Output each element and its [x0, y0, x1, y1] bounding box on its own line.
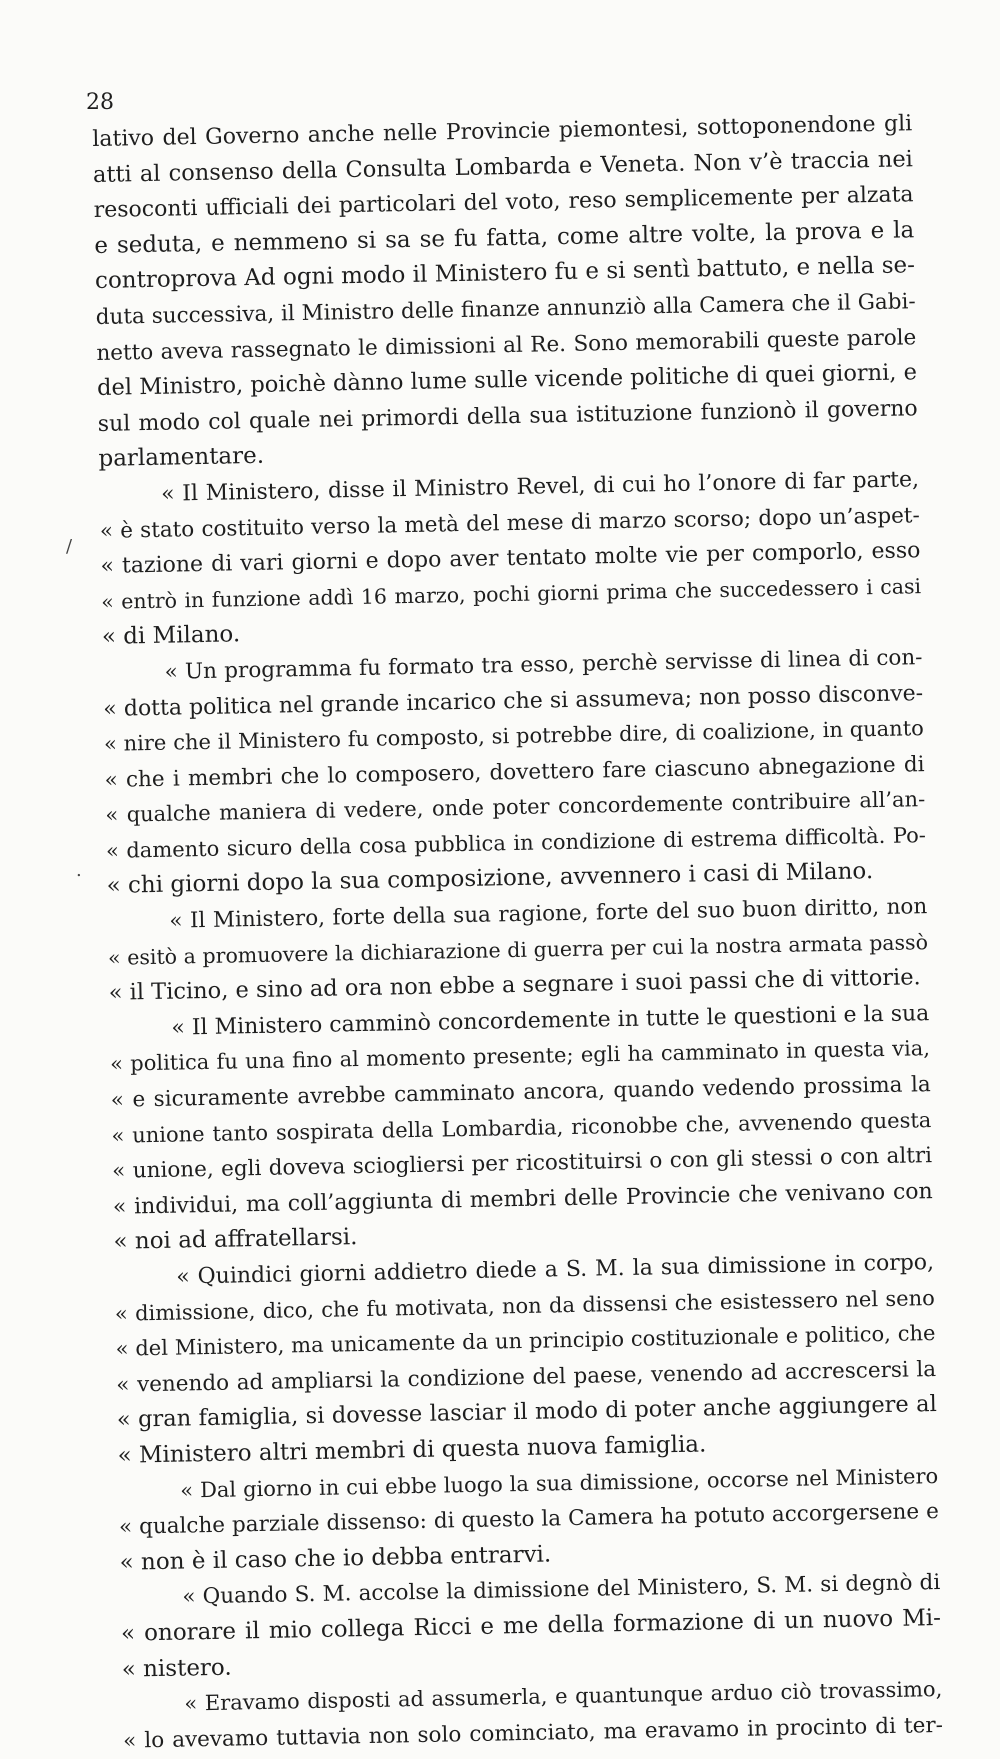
text-line: « venendo ad ampliarsi la condizione del paese, venendo ad accrescersi la [116, 1356, 937, 1398]
text-line: netto aveva rassegnato le dimissioni al Re. Sono memorabili queste parole [96, 324, 917, 366]
text-line: « gran famiglia, si dovesse lasciar il modo di poter anche aggiungere al [116, 1391, 938, 1434]
text-line: « Quindici giorni addietro diede a S. M. la sua dimissione in corpo, [175, 1250, 935, 1290]
text-line: « Ministero altri membri di questa nuova famiglia. [117, 1431, 707, 1469]
text-line: « chi giorni dopo la sua composizione, avvennero i casi di Milano. [106, 858, 874, 900]
text-line: « qualche parziale dissenso: di questo la Camera ha potuto accorgersene e [118, 1499, 940, 1540]
text-line: « Quando S. M. accolse la dimissione del Ministero, S. M. si degnò di [182, 1570, 941, 1610]
text-line: del Ministro, poichè dànno lume sulle vicende politiche di quei giorni, e [96, 359, 918, 402]
text-line: « del Ministero, ma unicamente da un principio costituzionale e politico, che [115, 1321, 936, 1361]
text-line: « entrò in funzione addì 16 marzo, pochi giorni prima che succedessero i casi [100, 573, 922, 614]
text-line: duta successiva, il Ministro delle finanze annunziò alla Camera che il Gabi- [95, 289, 916, 330]
text-line: « che i membri che lo composero, dovettero fare ciascuno abnegazione di [104, 751, 925, 793]
text-line: controprova Ad ogni modo il Ministero fu e si sentì battuto, e nella se- [94, 252, 916, 295]
text-line: « unione, egli doveva sciogliersi per ricostituirsi o con gli stessi o con altri [111, 1143, 933, 1185]
text-line: « Il Ministero, forte della sua ragione, forte del suo buon diritto, non [169, 894, 928, 934]
text-line: « qualche maniera di vedere, onde poter concordemente contribuire all’an- [105, 787, 926, 828]
text-line: « Il Ministero, disse il Ministro Revel, di cui ho l’onore di far parte, [160, 467, 920, 507]
text-line: « esitò a promuovere la dichiarazione di guerra per cui la nostra armata passò [107, 929, 929, 970]
text-line: « nire che il Ministero fu composto, si potrebbe dire, di coalizione, in quanto [103, 716, 925, 756]
body-text [92, 106, 943, 1759]
text-line: « il Ticino, e sino ad ora non ebbe a segnare i suoi passi che di vittorie. [108, 964, 921, 1007]
text-line: « politica fu una fino al momento presente; egli ha camminato in questa via, [109, 1036, 931, 1077]
text-line: « è stato costituito verso la metà del mese di marzo scorso; dopo un’aspet- [99, 502, 920, 544]
text-line: « onorare il mio collega Ricci e me della formazione di un nuovo Mi- [120, 1604, 942, 1647]
text-line: « unione tanto sospirata della Lombardia, riconobbe che, avvenendo questa [111, 1107, 932, 1148]
text-line: « damento sicuro della cosa pubblica in condizione di estrema difficoltà. Po- [105, 823, 927, 863]
text-line: « Eravamo disposti ad assumerla, e quantunque arduo ciò trovassimo, [184, 1677, 943, 1716]
text-line: lativo del Governo anche nelle Provincie piemontesi, sottoponendone gli [92, 111, 913, 152]
text-line: « Il Ministero camminò concordemente in tutte le questioni e la sua [171, 1000, 930, 1041]
text-line: « non è il caso che io debba entrarvi. [119, 1541, 552, 1576]
text-line: « dimissione, dico, che fu motivata, non da dissensi che esistessero nel seno [114, 1285, 935, 1326]
text-line: « lo avevamo tuttavia non solo cominciato, ma eravamo in procinto di ter- [122, 1712, 944, 1754]
page-number: 28 [86, 90, 114, 115]
text-line: « noi ad affratellarsi. [113, 1224, 358, 1256]
text-line: parlamentare. [98, 443, 265, 473]
text-line: « di Milano. [101, 621, 241, 651]
text-line: e seduta, e nemmeno si sa se fu fatta, come altre volte, la prova e la [94, 217, 915, 259]
text-line: « e sicuramente avrebbe camminato ancora, quando vedendo prossima la [110, 1072, 931, 1113]
text-line: « tazione di vari giorni e dopo aver tentato molte vie per comporlo, esso [100, 538, 921, 580]
text-line: sul modo col quale nei primordi della sua istituzione funzionò il governo [97, 395, 918, 437]
text-line: « nistero. [121, 1654, 232, 1683]
text-line: « dotta politica nel grande incarico che si assumeva; non posso disconve- [103, 680, 924, 722]
text-line: resoconti ufficiali dei particolari del voto, reso semplicemente per alzata [93, 182, 914, 224]
text-line: « individui, ma coll’aggiunta di membri delle Provincie che venivano con [112, 1178, 933, 1220]
text-line: atti al consenso della Consulta Lombarda e Veneta. Non v’è traccia nei [92, 145, 914, 188]
margin-mark: / [66, 536, 73, 557]
margin-mark: . [76, 860, 82, 881]
text-line: « Dal giorno in cui ebbe luogo la sua dimissione, occorse nel Ministero [180, 1463, 939, 1503]
text-line: « Un programma fu formato tra esso, perchè servisse di linea di con- [164, 645, 923, 685]
